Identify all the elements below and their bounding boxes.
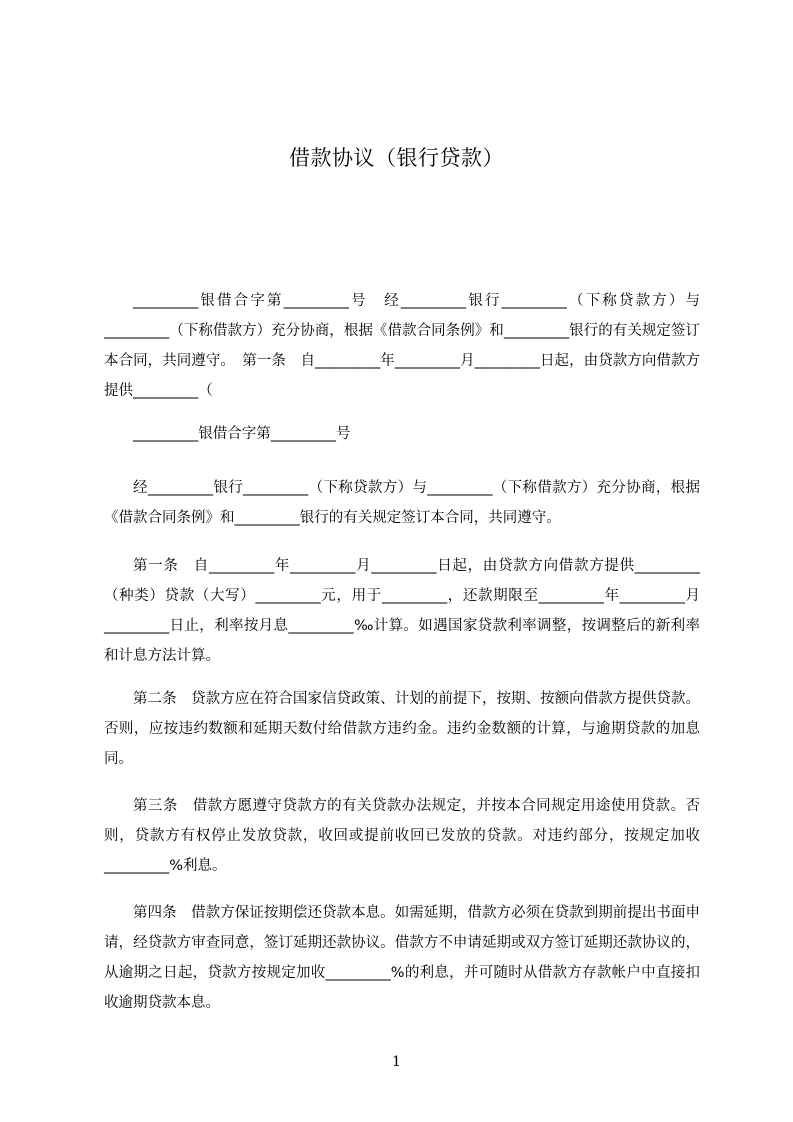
article-1-paragraph: 第一条 自_________年_________月_________日起，由贷款方向借款方提供_________（种类）贷款（大写）_________元，用于_________，还款期限至_________年_________月_________日止，利率按月息_________‰计算。如遇国家贷款利率调整，按调整后的新利率和计息方法计算。 <box>104 558 700 664</box>
article-4-paragraph: 第四条 借款方保证按期偿还贷款本息。如需延期，借款方必须在贷款到期前提出书面申请，经贷款方审查同意，签订延期还款协议。借款方不申请延期或双方签订延期还款协议的，从逾期之日起，贷款方按规定加收_________%的利息，并可随时从借款方存款帐户中直接扣收逾期贷款本息。 <box>104 905 700 1011</box>
contract-reference-line: _________银借合字第_________号 <box>133 426 351 442</box>
parties-paragraph: 经_________银行_________（下称贷款方）与_________（下称借款方）充分协商，根据《借款合同条例》和_________银行的有关规定签订本合同，共同遵守。 <box>104 480 700 526</box>
article-3-paragraph: 第三条 借款方愿遵守贷款方的有关贷款办法规定，并按本合同规定用途使用贷款。否则，贷款方有权停止发放贷款，收回或提前收回已发放的贷款。对违约部分，按规定加收_________%利息。 <box>104 798 700 874</box>
page-number: 1 <box>392 1054 401 1070</box>
document-title: 借款协议（银行贷款） <box>289 146 504 170</box>
intro-paragraph: _________银借合字第_________号 经_________银行_________（下称贷款方）与_________（下称借款方）充分协商，根据《借款合同条例》和_________银行的有关规定签订本合同，共同遵守。 第一条 自_________年_________月_________日起，由贷款方向借款方提供_________（ <box>104 293 700 399</box>
article-2-paragraph: 第二条 贷款方应在符合国家信贷政策、计划的前提下，按期、按额向借款方提供贷款。否则，应按违约数额和延期天数付给借款方违约金。违约金数额的计算，与逾期贷款的加息同。 <box>104 691 700 767</box>
